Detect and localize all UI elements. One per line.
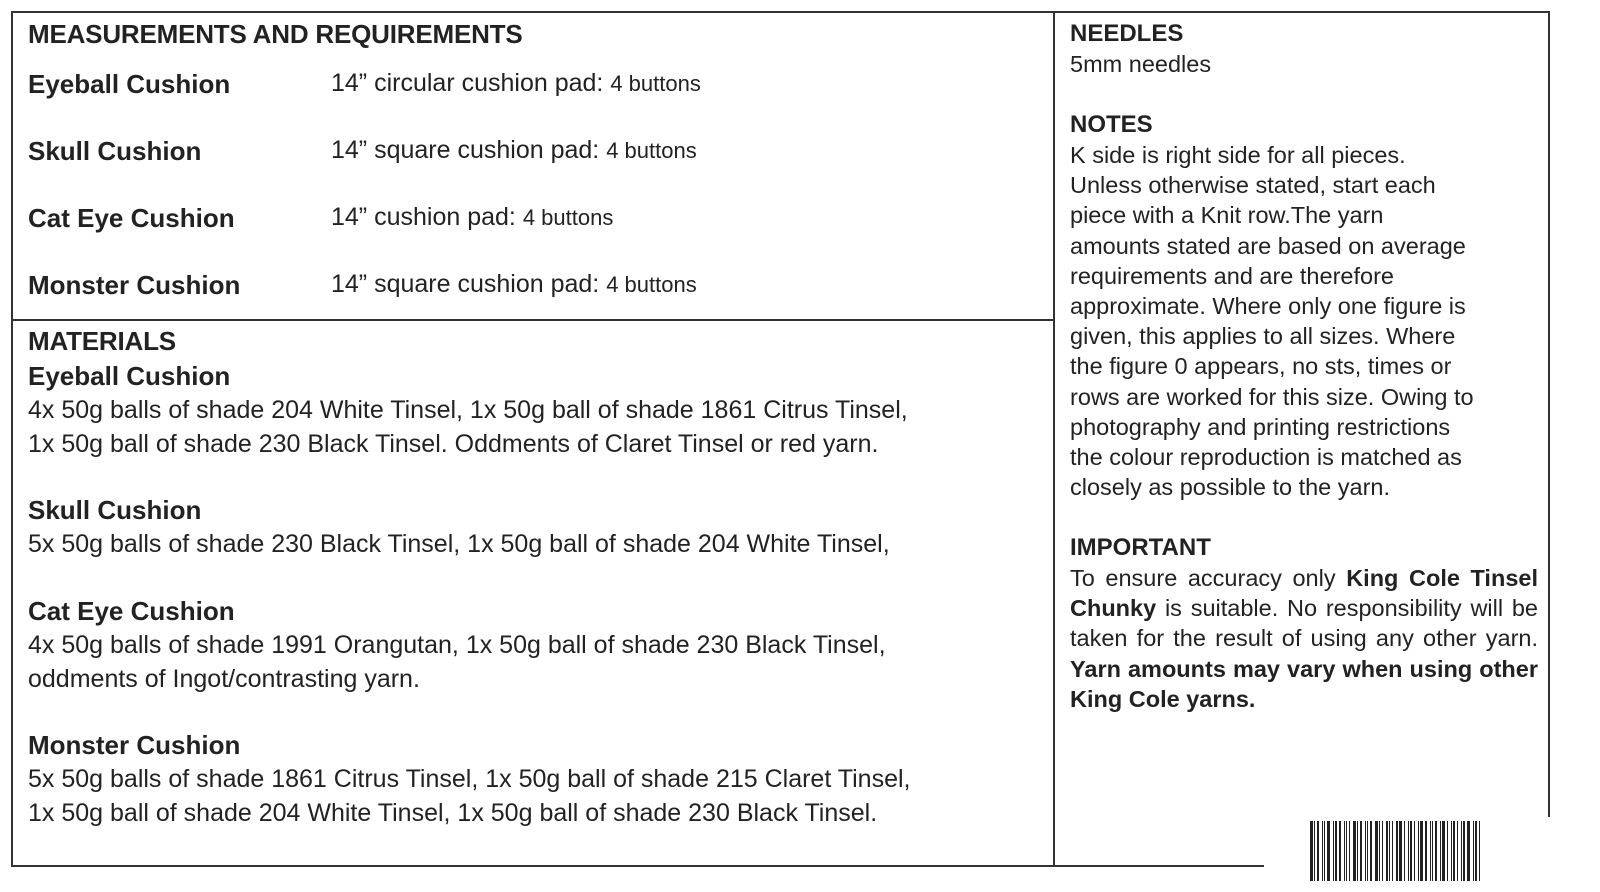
- column-divider: [1053, 11, 1055, 867]
- barcode-bar: [1310, 821, 1313, 881]
- pad-text: 14” square cushion pad:: [331, 136, 600, 164]
- barcode-bar: [1357, 821, 1358, 881]
- notes-line: rows are worked for this size. Owing to: [1070, 383, 1474, 410]
- barcode-bar: [1473, 821, 1474, 881]
- barcode-bar: [1346, 821, 1347, 881]
- barcode-bar: [1435, 821, 1437, 881]
- barcode-bar: [1463, 821, 1465, 881]
- barcode-bar: [1375, 821, 1378, 881]
- material-line: 1x 50g ball of shade 204 White Tinsel, 1x 50g ball of shade 230 Black Tinsel.: [28, 799, 878, 827]
- barcode-bar: [1453, 821, 1455, 881]
- important-bold-part: King Cole Tinsel Chunky: [1070, 565, 1538, 622]
- barcode-bar: [1479, 821, 1480, 881]
- cushion-name: Eyeball Cushion: [28, 69, 231, 99]
- materials-eyeball: [28, 359, 1048, 461]
- barcode-bar: [1399, 821, 1402, 881]
- material-line: oddments of Ingot/contrasting yarn.: [28, 665, 420, 693]
- section-divider: [11, 319, 1055, 321]
- barcode-bar: [1386, 821, 1388, 881]
- notes-line: given, this applies to all sizes. Where: [1070, 323, 1456, 350]
- barcode-bar: [1457, 821, 1458, 881]
- notes-heading: NOTES: [1070, 111, 1153, 138]
- material-line: 4x 50g balls of shade 204 White Tinsel, 1x 50g ball of shade 1861 Citrus Tinsel,: [28, 396, 908, 424]
- barcode-bar: [1317, 821, 1319, 881]
- important-text-part: is suitable. No responsibility will be taken for the result of using any other yarn.: [1070, 595, 1538, 652]
- barcode-bar: [1425, 821, 1427, 881]
- barcode-bar: [1442, 821, 1445, 881]
- barcode: [1310, 821, 1526, 881]
- needles-text: 5mm needles: [1070, 51, 1212, 77]
- important-text-part: To ensure accuracy only: [1070, 565, 1347, 591]
- materials-cat-eye: [28, 594, 1048, 696]
- material-name: Monster Cushion: [28, 730, 241, 760]
- barcode-bar: [1396, 821, 1398, 881]
- barcode-bar: [1333, 821, 1334, 881]
- barcode-bar: [1339, 821, 1341, 881]
- barcode-bar: [1404, 821, 1405, 881]
- material-line: 5x 50g balls of shade 1861 Citrus Tinsel, 1x 50g ball of shade 215 Claret Tinsel,: [28, 765, 911, 793]
- material-name: Cat Eye Cushion: [28, 596, 235, 626]
- pad-text: 14” circular cushion pad:: [331, 69, 604, 97]
- important-text: [1070, 563, 1538, 714]
- barcode-bar: [1418, 821, 1419, 881]
- materials-skull: [28, 493, 1048, 561]
- buttons-text: 4 buttons: [606, 272, 697, 297]
- cushion-requirement: [331, 270, 697, 299]
- barcode-bar: [1314, 821, 1315, 881]
- cushion-name: Skull Cushion: [28, 136, 202, 166]
- needles-section: [1070, 19, 1540, 79]
- barcode-bar: [1410, 821, 1412, 881]
- barcode-bar: [1414, 821, 1415, 881]
- barcode-bar: [1392, 821, 1393, 881]
- cushion-name: Cat Eye Cushion: [28, 203, 235, 233]
- notes-line: K side is right side for all pieces.: [1070, 142, 1406, 168]
- notes-line: Unless otherwise stated, start each: [1070, 172, 1436, 199]
- barcode-bar: [1408, 821, 1409, 881]
- barcode-bar: [1322, 821, 1323, 881]
- materials-heading: MATERIALS: [28, 326, 176, 356]
- notes-line: requirements and are therefore: [1070, 262, 1394, 289]
- buttons-text: 4 buttons: [606, 138, 697, 163]
- important-section: [1070, 533, 1538, 714]
- barcode-bar: [1467, 821, 1470, 881]
- material-line: 5x 50g balls of shade 230 Black Tinsel, 1x 50g ball of shade 204 White Tinsel,: [28, 530, 890, 558]
- barcode-bar: [1379, 821, 1380, 881]
- pad-text: 14” square cushion pad:: [331, 270, 600, 298]
- buttons-text: 4 buttons: [610, 71, 701, 96]
- barcode-bar: [1389, 821, 1390, 881]
- right-border: [1548, 11, 1550, 817]
- barcode-bar: [1335, 821, 1337, 881]
- pad-text: 14” cushion pad:: [331, 203, 516, 231]
- barcode-bar: [1461, 821, 1462, 881]
- barcode-bar: [1451, 821, 1452, 881]
- barcode-bar: [1327, 821, 1330, 881]
- important-heading: IMPORTANT: [1070, 534, 1211, 561]
- buttons-text: 4 buttons: [522, 205, 614, 230]
- barcode-bar: [1432, 821, 1433, 881]
- materials-monster: [28, 728, 1048, 830]
- notes-line: the colour reproduction is matched as: [1070, 444, 1462, 471]
- material-name: Eyeball Cushion: [28, 361, 231, 391]
- important-bold-part: Yarn amounts may vary when using other King Cole yarns.: [1070, 655, 1538, 712]
- notes-line: photography and printing restrictions: [1070, 413, 1451, 440]
- notes-line: amounts stated are based on average: [1070, 232, 1466, 259]
- barcode-bar: [1344, 821, 1345, 881]
- barcode-bar: [1349, 821, 1350, 881]
- barcode-bar: [1447, 821, 1448, 881]
- cushion-requirement: [331, 136, 697, 165]
- barcode-bar: [1367, 821, 1368, 881]
- notes-line: approximate. Where only one figure is: [1070, 293, 1466, 320]
- cushion-requirement: [331, 203, 613, 232]
- barcode-bar: [1440, 821, 1441, 881]
- barcode-bar: [1420, 821, 1423, 881]
- notes-section: [1070, 110, 1540, 502]
- notes-line: closely as possible to the yarn.: [1070, 474, 1391, 501]
- material-name: Skull Cushion: [28, 495, 202, 525]
- measurements-heading: MEASUREMENTS AND REQUIREMENTS: [28, 19, 523, 49]
- barcode-bar: [1324, 821, 1325, 881]
- bottom-border: [11, 865, 1264, 867]
- barcode-bar: [1475, 821, 1477, 881]
- barcode-bar: [1353, 821, 1356, 881]
- notes-line: piece with a Knit row.The yarn: [1070, 202, 1384, 229]
- barcode-bar: [1430, 821, 1431, 881]
- barcode-bar: [1365, 821, 1366, 881]
- barcode-bar: [1370, 821, 1372, 881]
- barcode-bar: [1382, 821, 1383, 881]
- needles-heading: NEEDLES: [1070, 20, 1184, 47]
- material-line: 1x 50g ball of shade 230 Black Tinsel. Oddments of Claret Tinsel or red yarn.: [28, 430, 879, 458]
- material-line: 4x 50g balls of shade 1991 Orangutan, 1x 50g ball of shade 230 Black Tinsel,: [28, 631, 886, 659]
- barcode-bar: [1360, 821, 1362, 881]
- cushion-name: Monster Cushion: [28, 270, 241, 300]
- cushion-requirement: [331, 69, 701, 98]
- notes-line: the figure 0 appears, no sts, times or: [1070, 353, 1452, 380]
